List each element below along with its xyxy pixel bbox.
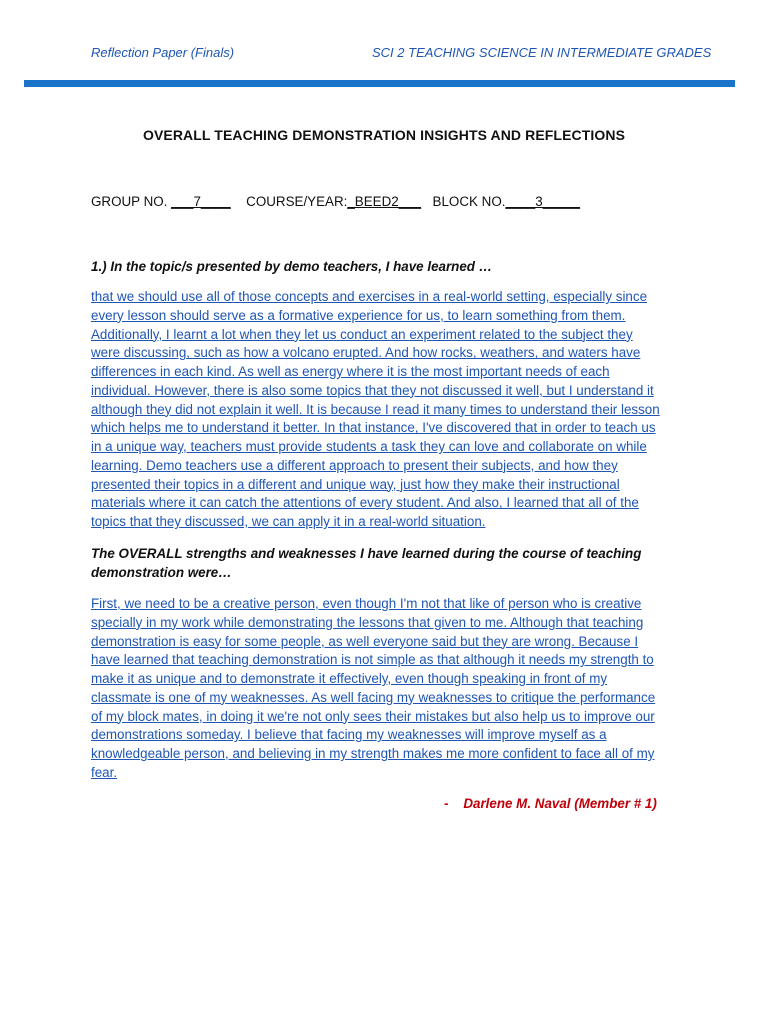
answer-1-line: although they did not explain it well. It is because I read it many times to understand their lesson <box>91 401 660 417</box>
answer-2-paragraph <box>91 595 681 783</box>
answer-2-line: have learned that teaching demonstration is not simple as that although it needs my strength to <box>91 652 654 668</box>
answer-1-line: learning. Demo teachers use a different approach to present their subjects, and how they <box>91 457 618 473</box>
document-title: OVERALL TEACHING DEMONSTRATION INSIGHTS AND REFLECTIONS <box>142 127 626 143</box>
answer-1-line: materials where it can catch the attentions of every student. And also, I learned that all of the <box>91 495 639 511</box>
question-2-line: The OVERALL strengths and weaknesses I have learned during the course of teaching <box>91 546 642 561</box>
signature: - Darlene M. Naval (Member # 1) <box>444 796 657 811</box>
answer-1-paragraph <box>91 288 681 532</box>
answer-1-line: differences in each kind. As well as energy where it is the most important needs of each <box>91 364 610 379</box>
answer-2-line: knowledgeable person, and believing in my strength makes me more confident to face all of my <box>91 746 655 761</box>
header-left-title: Reflection Paper (Finals) <box>91 45 235 60</box>
answer-1-line: topics that they discussed, we can apply it in a real-world situation. <box>91 514 486 529</box>
course-value: _BEED2___ <box>347 194 422 209</box>
answer-2-line: of my block mates, in doing it we're not only sees their mistakes but also help us to improve our <box>91 708 655 724</box>
answer-1-line: individual. However, there is also some topics that they not discussed it well, but I understand it <box>91 382 654 398</box>
question-2 <box>91 545 691 582</box>
header-divider <box>24 80 735 87</box>
answer-2-line: make it as unique and to demonstrate it effectively, even though speaking in front of my <box>91 671 608 686</box>
header-right-course: SCI 2 TEACHING SCIENCE IN INTERMEDIATE GRADES <box>372 45 712 60</box>
question-1: 1.) In the topic/s presented by demo teachers, I have learned … <box>91 259 493 274</box>
group-value: ___7____ <box>171 194 231 209</box>
answer-1-line: that we should use all of those concepts and exercises in a real-world setting, especially since <box>91 289 648 304</box>
answer-2-line: fear. <box>91 764 118 780</box>
course-label: COURSE/YEAR: <box>246 194 348 209</box>
answer-2-line: classmate is one of my weaknesses. As well facing my weaknesses to critique the performance <box>91 689 656 705</box>
answer-1-line: presented their topics in a different and unique way, just how they make their instructional <box>91 476 620 492</box>
answer-2-line: demonstrations someday. I believe that facing my weaknesses will improve myself as a <box>91 727 607 743</box>
answer-1-line: in a unique way, teachers must provide students a task they can love and collaborate on while <box>91 439 647 454</box>
answer-1-line: which helps me to understand it better. In that instance, I've discovered that in order to teach us <box>91 420 656 436</box>
block-value: ____3_____ <box>505 194 580 209</box>
answer-1-line: were discussing, such as how a volcano erupted. And how rocks, weathers, and waters have <box>91 345 641 361</box>
answer-1-line: Additionally, I learnt a lot when they let us conduct an experiment related to the subject they <box>91 326 633 342</box>
block-label: BLOCK NO. <box>432 194 506 209</box>
question-2-line: demonstration were… <box>91 564 232 580</box>
answer-1-line: every lesson should serve as a formative experience for us, to learn something from them. <box>91 307 626 323</box>
group-info-line <box>91 194 580 209</box>
group-label: GROUP NO. <box>91 194 172 209</box>
answer-2-line: specially in my work while demonstrating the lessons that given to me. Although that teaching <box>91 614 644 630</box>
answer-2-line: demonstration is easy for some people, as well everyone said but they are wrong. Because I <box>91 633 639 649</box>
answer-2-line: First, we need to be a creative person, even though I'm not that like of person who is creative <box>91 596 642 611</box>
